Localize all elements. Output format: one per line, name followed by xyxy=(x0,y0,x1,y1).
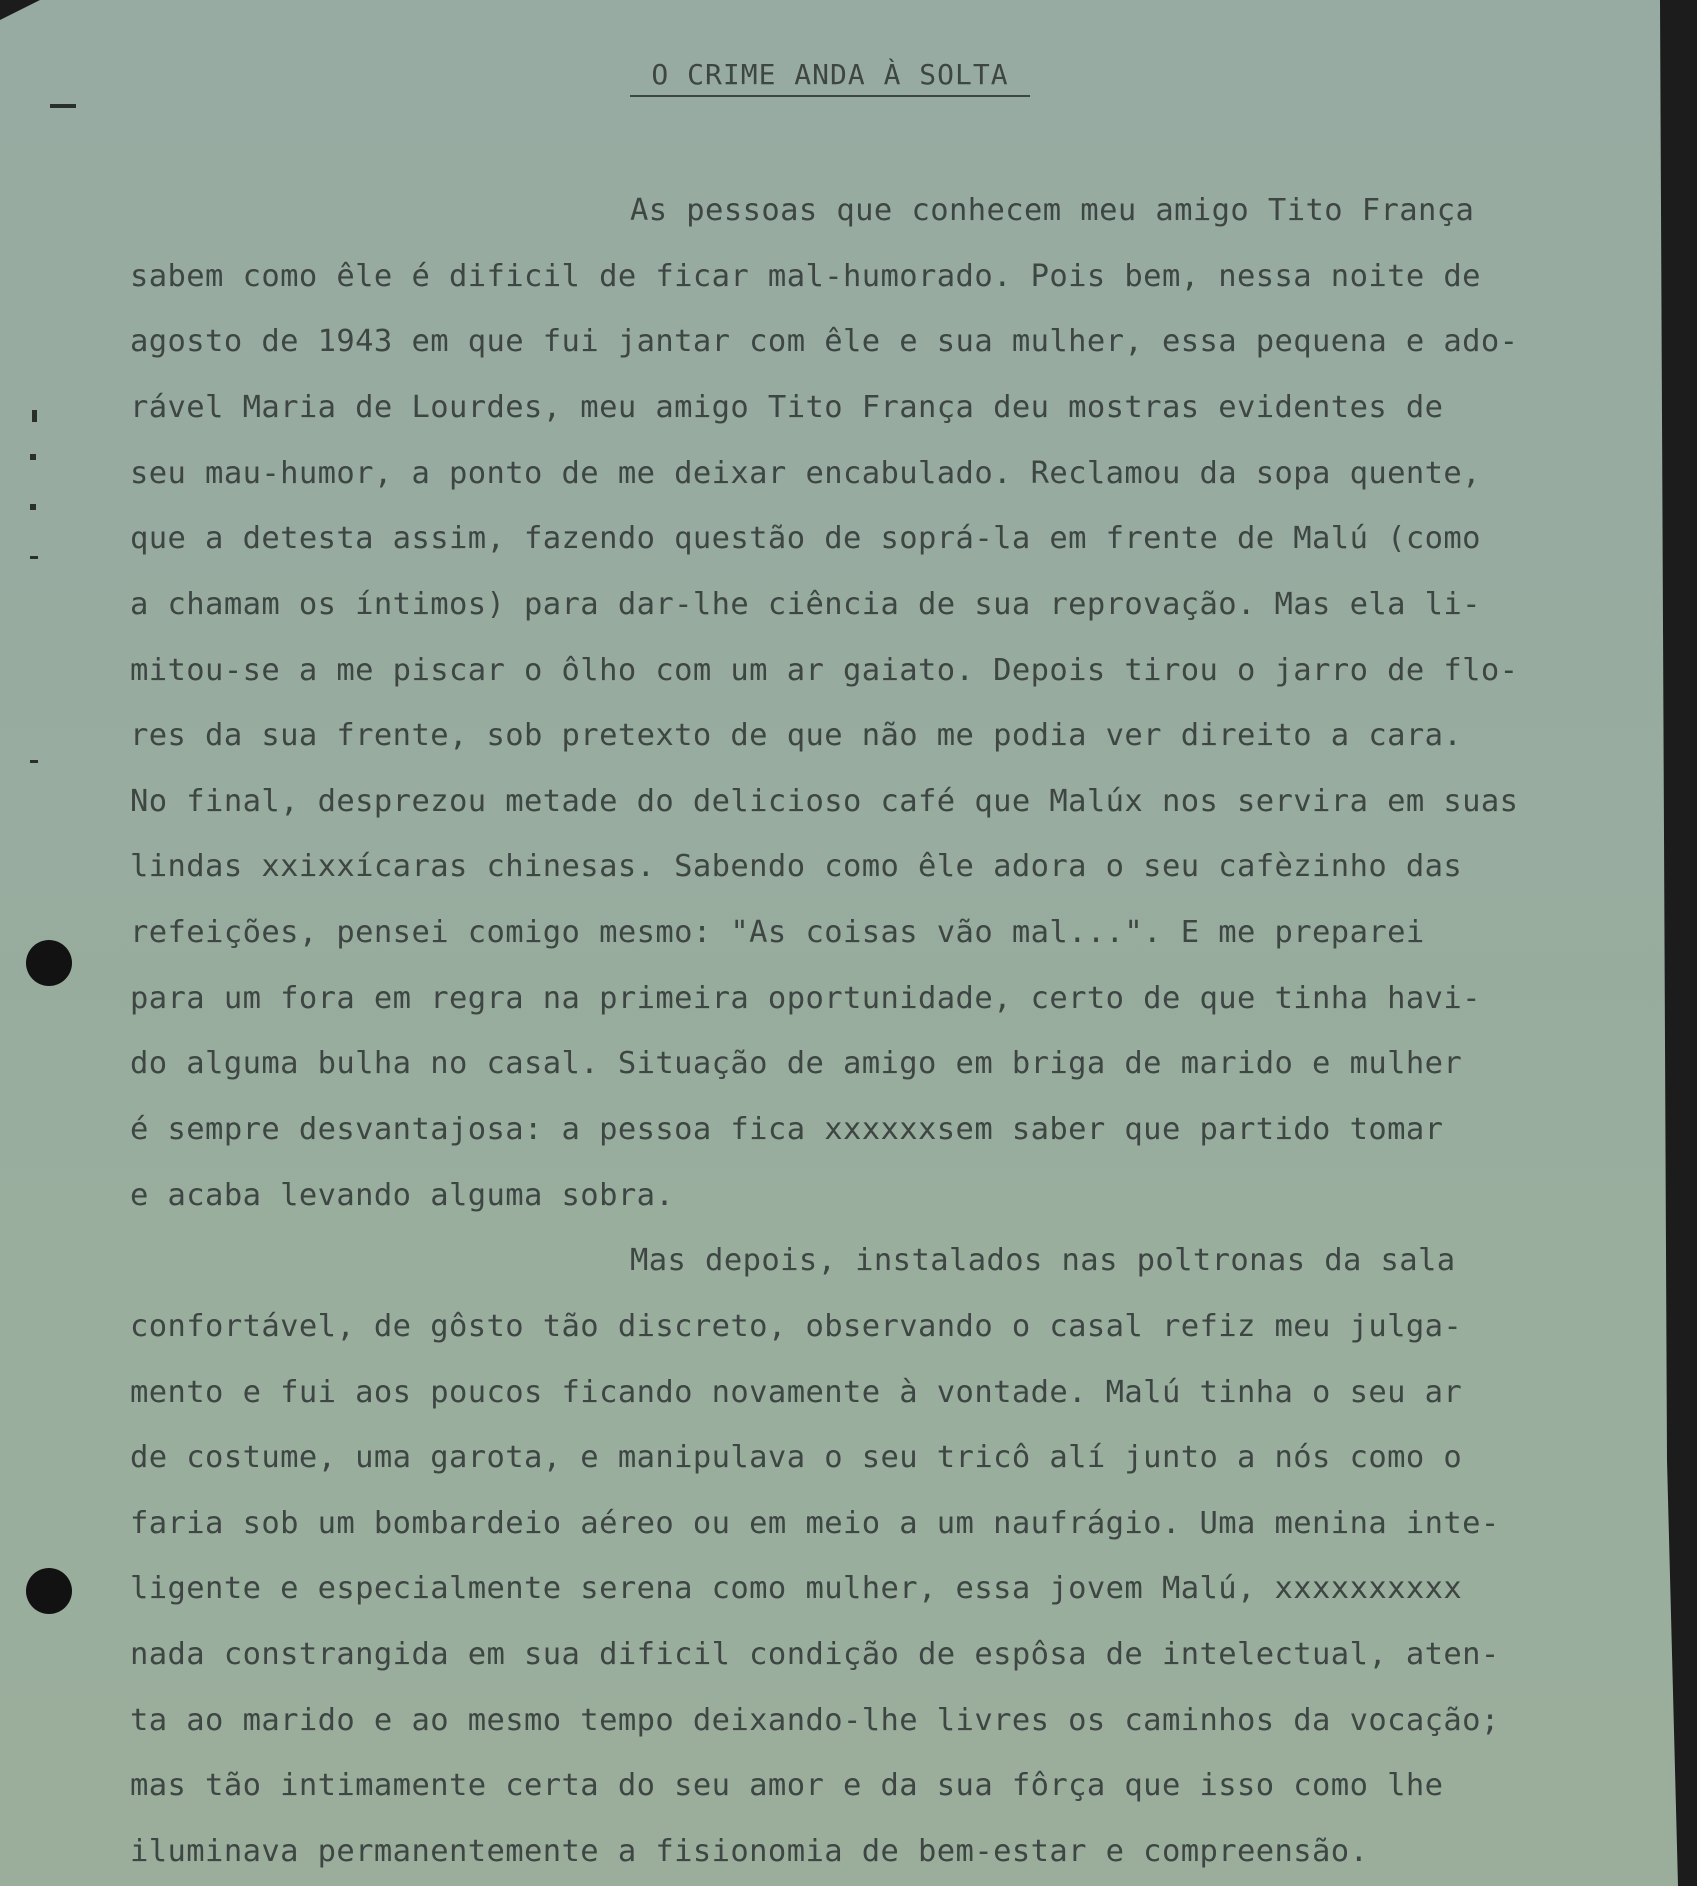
text-line: ligente e especialmente serena como mulher, essa jovem Malú, xxxxxxxxxx xyxy=(130,1571,1463,1606)
text-line: nada constrangida em sua dificil condição de espôsa de intelectual, aten- xyxy=(130,1637,1500,1672)
text-line: a chamam os íntimos) para dar-lhe ciência de sua reprovação. Mas ela li- xyxy=(130,587,1481,622)
text-line: res da sua frente, sob pretexto de que não me podia ver direito a cara. xyxy=(130,718,1463,753)
margin-mark xyxy=(50,104,76,108)
document-title: O CRIME ANDA À SOLTA xyxy=(630,58,1030,97)
text-line: e acaba levando alguma sobra. xyxy=(130,1178,675,1213)
text-line: ta ao marido e ao mesmo tempo deixando-lhe livres os caminhos da vocação; xyxy=(130,1703,1500,1738)
text-line: para um fora em regra na primeira oportunidade, certo de que tinha havi- xyxy=(130,981,1481,1016)
text-line: As pessoas que conhecem meu amigo Tito França xyxy=(630,193,1475,228)
text-line: mento e fui aos poucos ficando novamente à vontade. Malú tinha o seu ar xyxy=(130,1375,1463,1410)
text-line: de costume, uma garota, e manipulava o seu tricô alí junto a nós como o xyxy=(130,1440,1463,1475)
margin-mark xyxy=(30,454,36,460)
punch-hole-lower xyxy=(26,1568,72,1614)
margin-mark xyxy=(30,556,38,559)
text-line: lindas xxixxícaras chinesas. Sabendo como êle adora o seu cafèzinho das xyxy=(130,849,1463,884)
text-line: agosto de 1943 em que fui jantar com êle e sua mulher, essa pequena e ado- xyxy=(130,324,1519,359)
text-line: do alguma bulha no casal. Situação de amigo em briga de marido e mulher xyxy=(130,1046,1463,1081)
text-line: No final, desprezou metade do delicioso café que Malúx nos servira em suas xyxy=(130,784,1519,819)
margin-mark xyxy=(30,504,36,510)
text-line: mitou-se a me piscar o ôlho com um ar gaiato. Depois tirou o jarro de flo- xyxy=(130,653,1519,688)
text-line: Mas depois, instalados nas poltronas da sala xyxy=(630,1243,1456,1278)
text-line: refeições, pensei comigo mesmo: "As coisas vão mal...". E me preparei xyxy=(130,915,1425,950)
margin-mark xyxy=(30,760,38,763)
margin-mark xyxy=(32,410,37,422)
text-line: é sempre desvantajosa: a pessoa fica xxxxxxsem saber que partido tomar xyxy=(130,1112,1444,1147)
text-line: faria sob um bombardeio aéreo ou em meio a um naufrágio. Uma menina inte- xyxy=(130,1506,1500,1541)
punch-hole-upper xyxy=(26,940,72,986)
text-line: rável Maria de Lourdes, meu amigo Tito França deu mostras evidentes de xyxy=(130,390,1444,425)
text-line: iluminava permanentemente a fisionomia de bem-estar e compreensão. xyxy=(130,1834,1369,1869)
text-line: confortável, de gôsto tão discreto, observando o casal refiz meu julga- xyxy=(130,1309,1463,1344)
text-line: que a detesta assim, fazendo questão de soprá-la em frente de Malú (como xyxy=(130,521,1481,556)
text-line: seu mau-humor, a ponto de me deixar encabulado. Reclamou da sopa quente, xyxy=(130,456,1481,491)
text-line: sabem como êle é dificil de ficar mal-humorado. Pois bem, nessa noite de xyxy=(130,259,1481,294)
text-line: mas tão intimamente certa do seu amor e da sua fôrça que isso como lhe xyxy=(130,1768,1444,1803)
